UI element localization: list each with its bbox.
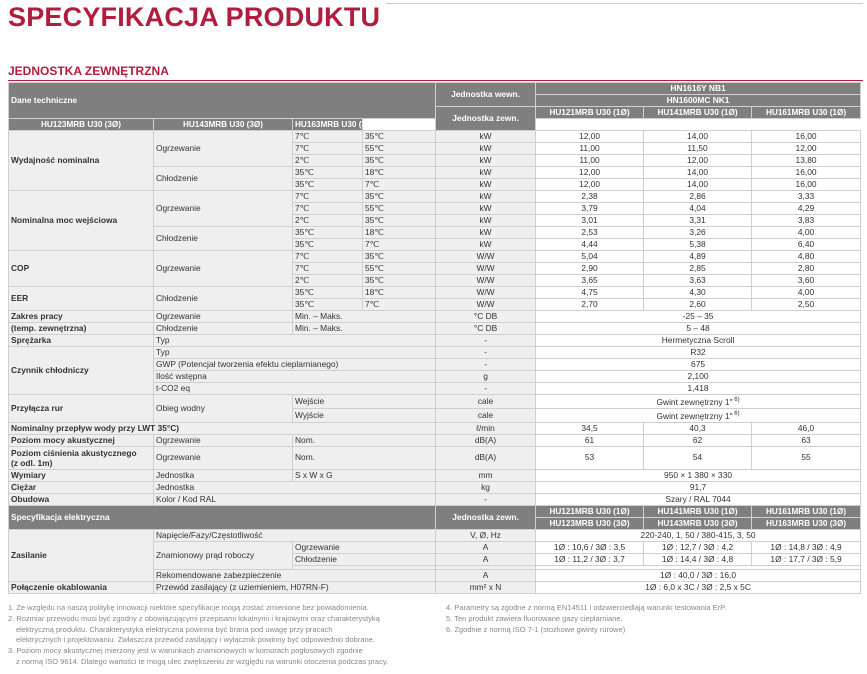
table-cell: 1Ø : 40,0 / 3Ø : 16,0 [536,569,861,581]
table-cell: W/W [436,251,536,263]
table-cell: HU163MRB U30 (3Ø) [293,119,363,131]
table-cell: S x W x G [293,469,436,481]
table-cell: °C DB [436,323,536,335]
header-wewn: Jednostka wewn. [436,83,536,107]
table-cell: Min. – Maks. [293,323,436,335]
gwint-cell [536,408,861,422]
table-cell: W/W [436,287,536,299]
table-cell: 3,60 [752,275,861,287]
table-cell: 7℃ [293,263,363,275]
table-row [9,446,861,469]
table-cell: 3,63 [644,275,752,287]
table-cell: - [436,383,536,395]
table-cell: 4,75 [536,287,644,299]
table-cell: 35℃ [363,251,436,263]
table-cell: Przyłącza rur [9,395,154,423]
table-cell: Ciężar [9,481,154,493]
table-cell: 54 [644,446,752,469]
table-cell: 1Ø : 10,6 / 3Ø : 3,5 [536,541,644,553]
table-cell: Obieg wodny [154,395,293,423]
table-cell: Typ [154,335,436,347]
table-cell: Znamionowy prąd roboczy [154,541,293,569]
row-label: COP [9,251,154,287]
table-cell: 16,00 [752,167,861,179]
table-cell: 5,38 [644,239,752,251]
table-cell: 2,38 [536,191,644,203]
table-cell: mm [436,469,536,481]
table-cell: Ogrzewanie [154,311,293,323]
table-cell: 2,100 [536,371,861,383]
table-cell: kW [436,131,536,143]
table-cell: g [436,371,536,383]
table-cell: 950 × 1 380 × 330 [536,469,861,481]
table-row [9,493,861,505]
footnote: 3. Poziom mocy akustycznej mierzony jest w warunkach znamionowych w komorach pogłosowych zgodnie [8,646,363,656]
table-cell: 12,00 [536,131,644,143]
table-cell: 1Ø : 14,8 / 3Ø : 4,9 [752,541,861,553]
table-cell: kW [436,239,536,251]
table-cell: W/W [436,275,536,287]
table-row [9,335,861,347]
table-cell: kW [436,155,536,167]
header-zewn-2: Jednostka zewn. [436,505,536,529]
mode-label: Chłodzenie [154,227,293,251]
table-cell: 35℃ [293,239,363,251]
row-label: Wydajność nominalna [9,131,154,191]
table-row [9,287,861,299]
table-cell: 7℃ [293,251,363,263]
table-cell: -25 – 35 [536,311,861,323]
table-cell: 16,00 [752,179,861,191]
section-rule [8,80,863,81]
table-cell: 35℃ [363,215,436,227]
table-cell: 1,418 [536,383,861,395]
table-cell: R32 [536,347,861,359]
section-title: JEDNOSTKA ZEWNĘTRZNA [8,64,169,78]
table-cell: 7℃ [363,239,436,251]
footnote: 6. Zgodnie z normą ISO 7-1 (stożkowe gwinty rurowe) [446,624,626,634]
mode-label: Ogrzewanie [154,191,293,227]
table-cell: 7℃ [363,179,436,191]
table-cell: 4,80 [752,251,861,263]
table-cell: 40,3 [644,422,752,434]
table-cell: 16,00 [752,131,861,143]
table-cell: 4,29 [752,203,861,215]
table-cell: Napięcie/Fazy/Częstotliwość [154,529,436,541]
table-cell: 12,00 [644,155,752,167]
table-cell: 18℃ [363,287,436,299]
table-cell: 55 [752,446,861,469]
table-cell: t-CO2 eq [154,383,436,395]
table-cell: kW [436,203,536,215]
mode-label: Ogrzewanie [154,131,293,167]
table-cell: 18℃ [363,167,436,179]
table-cell: 35℃ [293,179,363,191]
table-cell: 3,65 [536,275,644,287]
table-cell: 1Ø : 6,0 x 3C / 3Ø : 2,5 x 5C [536,581,861,593]
table-cell: 14,00 [644,131,752,143]
table-cell: dB(A) [436,446,536,469]
table-cell: Poziom mocy akustycznej [9,434,154,446]
table-cell: 2,50 [752,299,861,311]
table-cell: Szary / RAL 7044 [536,493,861,505]
table-cell: 35℃ [363,191,436,203]
table-cell: 55℃ [363,203,436,215]
table-cell: 4,00 [752,287,861,299]
table-row [9,347,861,359]
page-title: SPECYFIKACJA PRODUKTU [8,2,381,32]
table-row [9,469,861,481]
table-cell: 2℃ [293,155,363,167]
table-cell: Min. – Maks. [293,311,436,323]
table-cell: 3,31 [644,215,752,227]
table-cell: HU123MRB U30 (3Ø) [9,119,154,131]
table-cell: ℓ/min [436,422,536,434]
table-cell: 35℃ [293,287,363,299]
header-dane: Dane techniczne [9,83,436,119]
mode-label: Ogrzewanie [154,251,293,287]
table-cell: 4,04 [644,203,752,215]
footnote: elektrycznych i projektowaniu. Zwłaszcza przewód zasilający i wyłącznik powinny być odpowiednio dobrane. [16,635,375,645]
table-cell: 220-240, 1, 50 / 380-415, 3, 50 [536,529,861,541]
table-cell: A [436,553,536,565]
table-cell: 61 [536,434,644,446]
top-rule [386,3,863,4]
table-row [9,581,861,593]
table-cell: 6,40 [752,239,861,251]
table-cell: 53 [536,446,644,469]
table-cell: Typ [154,347,436,359]
table-cell: 14,00 [644,167,752,179]
table-cell: 3,01 [536,215,644,227]
header-model-wewn: HN1616Y NB1 [536,83,861,95]
cis-label-1: Poziom ciśnienia akustycznego [11,447,137,458]
table-cell: 35℃ [293,299,363,311]
table-cell: Nominalny przepływ wody przy LWT 35°C) [9,422,436,434]
table-cell: 2,90 [536,263,644,275]
footnote: z normą ISO 9614. Dlatego wartości te mogą ulec zwiększeniu ze względu na warunki otoczenia podczas pracy. [16,656,389,666]
table-cell: dB(A) [436,434,536,446]
header-spec-el: Specyfikacja elektryczna [9,505,436,529]
footnote: elektryczną produktu. Charakterystyka elektryczna powinna być brana pod uwagę przy pracach [16,624,333,634]
table-cell: Kolor / Kod RAL [154,493,436,505]
table-cell: 4,30 [644,287,752,299]
header-zewn: Jednostka zewn. [436,107,536,131]
table-cell: Jednostka [154,481,436,493]
table-cell: Hermetyczna Scroll [536,335,861,347]
table-cell: 2℃ [293,275,363,287]
table-cell: 14,00 [644,179,752,191]
table-cell: 35℃ [363,155,436,167]
row-label: Nominalna moc wejściowa [9,191,154,251]
table-cell: Nom. [293,434,436,446]
table-cell: Przewód zasilający (z uziemieniem, H07RN-F) [154,581,436,593]
table-cell: GWP (Potencjał tworzenia efektu cieplarnianego) [154,359,436,371]
table-cell: 2,70 [536,299,644,311]
table-cell: 12,00 [752,143,861,155]
table-cell: 62 [644,434,752,446]
table-cell: V, Ø, Hz [436,529,536,541]
table-cell: Sprężarka [9,335,154,347]
table-cell: (temp. zewnętrzna) [9,323,154,335]
table-cell: Jednostka [154,469,293,481]
table-cell: Ilość wstępna [154,371,436,383]
table-cell: W/W [436,263,536,275]
table-cell: HU143MRB U30 (3Ø) [154,119,293,131]
table-cell: 7℃ [293,143,363,155]
table-cell: 5 – 48 [536,323,861,335]
table-cell: kW [436,143,536,155]
table-cell: kW [436,167,536,179]
table-cell: HU123MRB U30 (3Ø) [536,517,644,529]
table-cell: HU121MRB U30 (1Ø) [536,107,644,119]
table-row [9,191,861,203]
table-cell: 35℃ [363,131,436,143]
table-cell: Czynnik chłodniczy [9,347,154,395]
table-cell: Rekomendowane zabezpieczenie [154,569,436,581]
table-cell: - [436,347,536,359]
table-cell: 3,79 [536,203,644,215]
table-cell: cale [436,395,536,409]
table-cell: Ogrzewanie [154,446,293,469]
table-row [9,434,861,446]
table-cell: 35℃ [293,227,363,239]
gwint-cell [536,395,861,409]
table-cell: 675 [536,359,861,371]
table-cell: 3,33 [752,191,861,203]
table-cell: 12,00 [536,179,644,191]
table-cell: 35℃ [363,275,436,287]
header-model-wewn2: HN1600MC NK1 [536,95,861,107]
table-cell: W/W [436,299,536,311]
table-cell: 3,83 [752,215,861,227]
table-cell: A [436,569,536,581]
table-cell: - [436,359,536,371]
table-cell: 2℃ [293,215,363,227]
table-cell: Chłodzenie [154,323,293,335]
table-cell: 2,80 [752,263,861,275]
table-cell: 11,00 [536,155,644,167]
table-cell: 4,89 [644,251,752,263]
table-cell: 5,04 [536,251,644,263]
footnote: 5. Ten produkt zawiera fluorowane gazy cieplarniane. [446,613,623,623]
mode-label: Chłodzenie [154,287,293,311]
table-cell: kW [436,215,536,227]
table-cell: Ogrzewanie [293,541,436,553]
row-label: EER [9,287,154,311]
table-cell: HU141MRB U30 (1Ø) [644,505,752,517]
table-row [9,323,861,335]
table-cell: 18℃ [363,227,436,239]
table-cell: 11,00 [536,143,644,155]
mode-label: Chłodzenie [154,167,293,191]
table-row [9,83,861,95]
table-cell: 13,80 [752,155,861,167]
footnote: 2. Rozmiar przewodu musi być zgodny z obowiązującymi przepisami lokalnymi i krajowymi oraz charakterystyką [8,613,380,623]
table-cell: 7℃ [293,131,363,143]
table-cell: 2,53 [536,227,644,239]
table-cell: HU161MRB U30 (1Ø) [752,505,861,517]
table-cell: kg [436,481,536,493]
table-cell: 63 [752,434,861,446]
footnote-ref: 6) [732,397,740,403]
table-cell: - [436,493,536,505]
table-row [9,481,861,493]
table-cell: 2,85 [644,263,752,275]
table-cell: 11,50 [644,143,752,155]
footnotes-right [446,603,726,635]
table-cell: Wymiary [9,469,154,481]
table-cell: Ogrzewanie [154,434,293,446]
table-cell: 2,60 [644,299,752,311]
table-cell: A [436,541,536,553]
table-cell: Nom. [293,446,436,469]
table-cell: 91,7 [536,481,861,493]
footnotes-left [8,603,388,668]
table-cell: mm² x N [436,581,536,593]
table-cell: 7℃ [293,203,363,215]
table-cell: Połączenie okablowania [9,581,154,593]
table-row [9,529,861,541]
table-cell: 1Ø : 11,2 / 3Ø : 3,7 [536,553,644,565]
table-cell: - [436,335,536,347]
table-cell: HU163MRB U30 (3Ø) [752,517,861,529]
spec-table [8,82,861,594]
table-cell: Zakres pracy [9,311,154,323]
table-cell: 7℃ [293,191,363,203]
table-cell: 7℃ [363,299,436,311]
table-cell: HU141MRB U30 (1Ø) [644,107,752,119]
table-cell: 34,5 [536,422,644,434]
table-cell: HU161MRB U30 (1Ø) [752,107,861,119]
table-cell: kW [436,191,536,203]
table-cell: kW [436,227,536,239]
table-row [9,251,861,263]
table-cell: Obudowa [9,493,154,505]
table-row [9,422,861,434]
cis-label-2: (z odl. 1m) [11,457,53,468]
gwint-text: Gwint zewnętrzny 1" [656,410,733,421]
row-label-cis [9,446,154,469]
table-cell: 55℃ [363,143,436,155]
table-cell: kW [436,179,536,191]
table-cell: 35℃ [293,167,363,179]
footnote: 4. Parametry są zgodne z normą EN14511 i odzwierciedlają warunki testowania ErP. [446,603,727,612]
table-row [9,505,861,517]
table-row [9,131,861,143]
table-cell: 46,0 [752,422,861,434]
table-cell: HU143MRB U30 (3Ø) [644,517,752,529]
footnote-ref: 6) [732,410,740,417]
table-cell: 12,00 [536,167,644,179]
table-row [9,119,861,131]
table-cell: Chłodzenie [293,553,436,565]
table-cell: 4,44 [536,239,644,251]
table-cell: Wejście [293,395,436,409]
table-cell: 1Ø : 12,7 / 3Ø : 4,2 [644,541,752,553]
table-cell: 1Ø : 14,4 / 3Ø : 4,8 [644,553,752,565]
table-cell: cale [436,408,536,422]
table-row [9,311,861,323]
table-row [9,395,861,409]
table-cell: Wyjście [293,408,436,422]
table-cell: 2,86 [644,191,752,203]
table-cell: °C DB [436,311,536,323]
table-cell: 4,00 [752,227,861,239]
footnote: 1. Ze względu na naszą politykę innowacji niektóre specyfikacje mogą zostać zmienione bez powiadomienia. [8,603,369,612]
table-cell: 1Ø : 17,7 / 3Ø : 5,9 [752,553,861,565]
table-cell: HU121MRB U30 (1Ø) [536,505,644,517]
gwint-text: Gwint zewnętrzny 1" [656,396,733,407]
table-cell: 55℃ [363,263,436,275]
table-cell: 3,26 [644,227,752,239]
table-cell: Zasilanie [9,529,154,581]
